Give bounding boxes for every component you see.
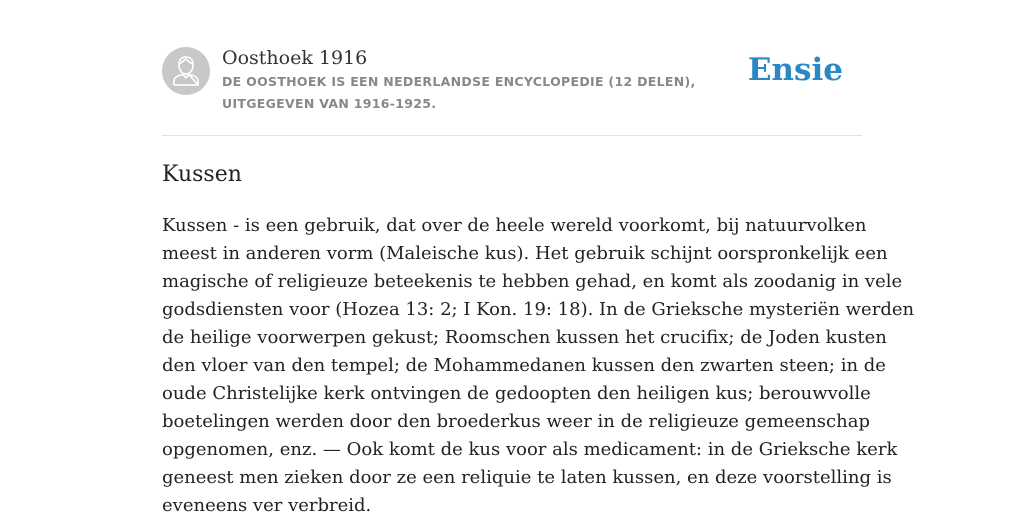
entry-body-line: godsdiensten voor (Hozea 13: 2; I Kon. 19: 18). In de Grieksche mysteriën werden xyxy=(162,299,915,320)
entry-title: Kussen xyxy=(162,162,242,187)
entry-body-line: opgenomen, enz. — Ook komt de kus voor als medicament: in de Grieksche kerk xyxy=(162,439,898,460)
entry-body-line: magische of religieuze beteekenis te hebben gehad, en komt als zoodanig in vele xyxy=(162,271,903,292)
user-silhouette-icon xyxy=(162,47,210,95)
entry-body-line: oude Christelijke kerk ontvingen de gedoopten den heiligen kus; berouwvolle xyxy=(162,383,871,404)
entry-body-line: geneest men zieken door ze een reliquie te laten kussen, en deze voorstelling is xyxy=(162,467,892,488)
entry-body-line: eveneens ver verbreid. xyxy=(162,495,372,512)
source-header xyxy=(162,46,862,116)
ensie-logo[interactable]: Ensie xyxy=(747,52,843,88)
source-avatar[interactable] xyxy=(162,47,210,95)
source-description: DE OOSTHOEK IS EEN NEDERLANDSE ENCYCLOPEDIE (12 DELEN), UITGEGEVEN VAN 1916-1925. xyxy=(222,74,696,111)
source-name[interactable]: Oosthoek 1916 xyxy=(222,47,368,69)
entry-body xyxy=(162,212,915,512)
entry-body-line: de heilige voorwerpen gekust; Roomschen kussen het crucifix; de Joden kusten xyxy=(162,327,887,348)
entry-body-line: Kussen - is een gebruik, dat over de heele wereld voorkomt, bij natuurvolken xyxy=(162,215,867,236)
header-divider xyxy=(162,135,862,136)
entry-body-line: boetelingen werden door den broederkus weer in de religieuze gemeenschap xyxy=(162,411,870,432)
entry-body-line: den vloer van den tempel; de Mohammedanen kussen den zwarten steen; in de xyxy=(162,355,886,376)
entry-body-line: meest in anderen vorm (Maleische kus). Het gebruik schijnt oorspronkelijk een xyxy=(162,243,888,264)
